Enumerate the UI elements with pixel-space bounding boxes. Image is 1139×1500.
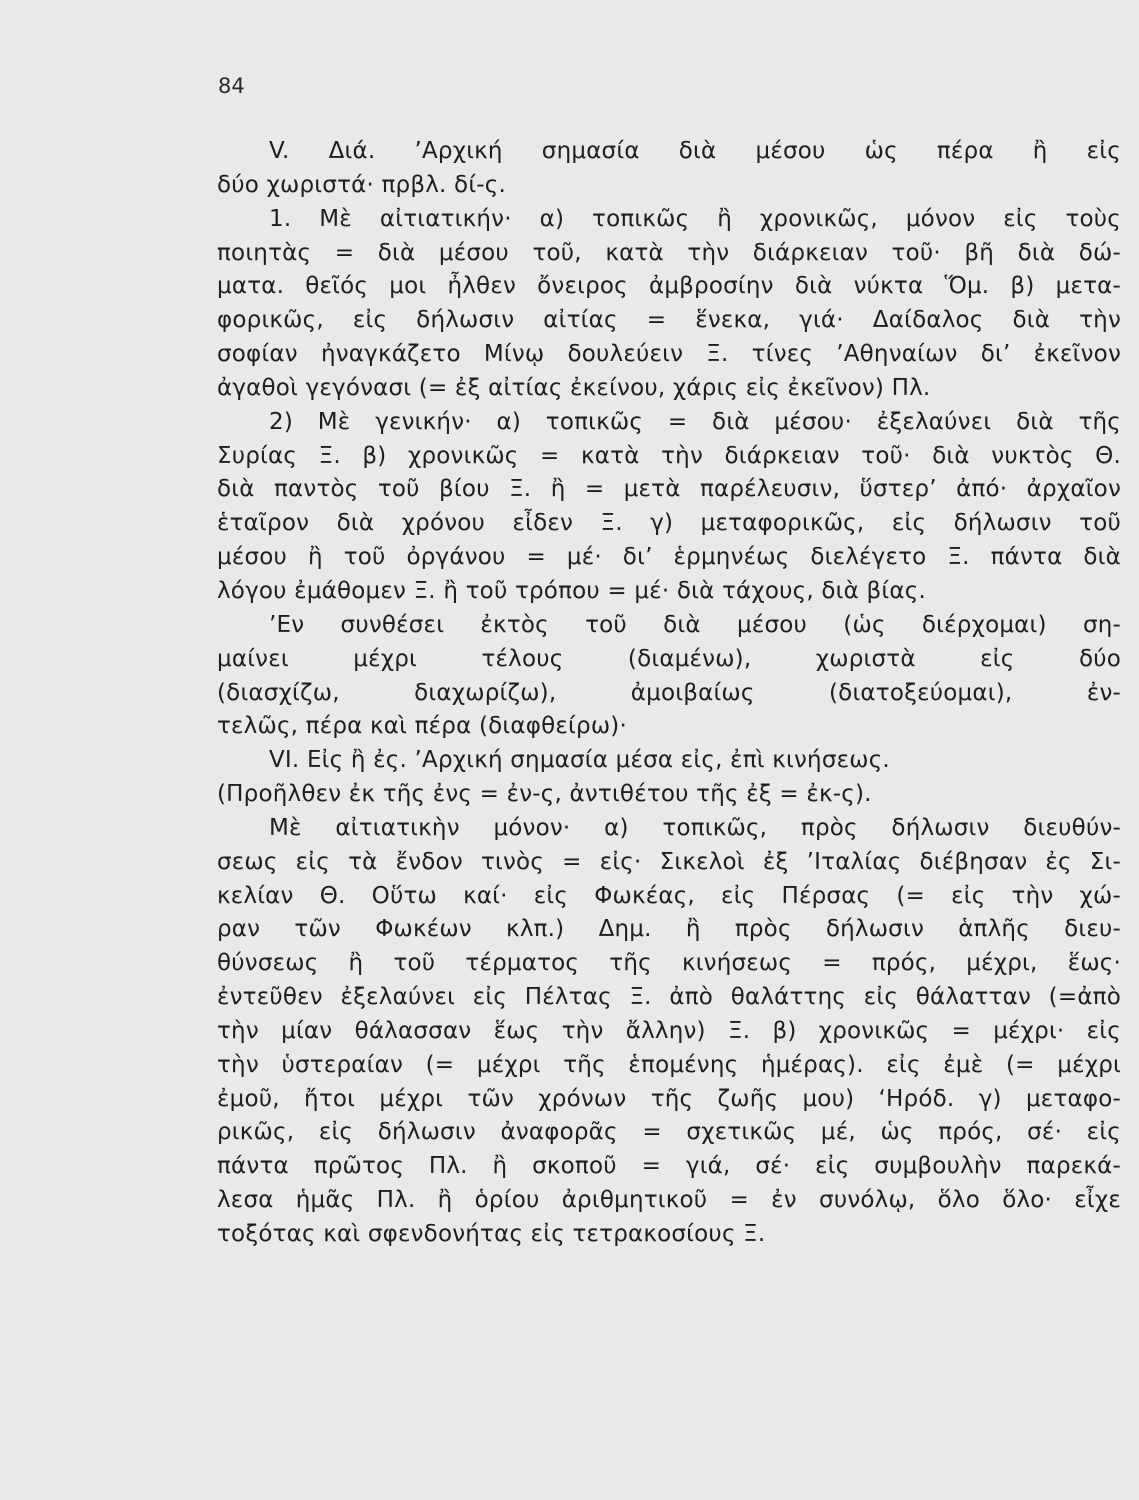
text-line: ἐμοῦ, ἤτοι μέχρι τῶν χρόνων τῆς ζωῆς μου) ‘Ηρόδ. γ) μεταφο- — [217, 1085, 1121, 1112]
text-line: σεως εἰς τὰ ἔνδον τινὸς = εἰς· Σικελοὶ ἐξ ’Ιταλίας διέβησαν ἐς Σι- — [217, 848, 1121, 875]
text-line: VI. Εἰς ἢ ἐς. ’Αρχική σημασία μέσα εἰς, ἐπὶ κινήσεως. — [269, 747, 890, 774]
text-line: δύο χωριστά· πρβλ. δί-ς. — [217, 171, 507, 198]
text-line: λόγου ἐμάθομεν Ξ. ἢ τοῦ τρόπου = μέ· διὰ τάχους, διὰ βίας. — [217, 577, 926, 604]
text-line: μαίνει μέχρι τέλους (διαμένω), χωριστὰ εἰς δύο — [217, 645, 1121, 672]
text-line: 2) Μὲ γενικήν· α) τοπικῶς = διὰ μέσου· ἐξελαύνει διὰ τῆς — [269, 408, 1121, 435]
text-line: V. Διά. ’Αρχική σημασία διὰ μέσου ὡς πέρα ἢ εἰς — [269, 138, 1121, 164]
text-line: θύνσεως ἢ τοῦ τέρματος τῆς κινήσεως = πρός, μέχρι, ἕως· — [217, 950, 1121, 977]
text-line: ἐντεῦθεν ἐξελαύνει εἰς Πέλτας Ξ. ἀπὸ θαλάττης εἰς θάλατταν (=ἀπὸ — [217, 984, 1121, 1011]
text-line: ἑταῖρον διὰ χρόνου εἶδεν Ξ. γ) μεταφορικῶς, εἰς δήλωσιν τοῦ — [217, 510, 1121, 537]
text-line: (διασχίζω, διαχωρίζω), ἀμοιβαίως (διατοξεύομαι), ἐν- — [217, 679, 1121, 706]
page-number: 84 — [218, 74, 245, 98]
text-line: 1. Μὲ αἰτιατικήν· α) τοπικῶς ἢ χρονικῶς, μόνον εἰς τοὺς — [269, 205, 1121, 232]
text-line: τελῶς, πέρα καὶ πέρα (διαφθείρω)· — [217, 713, 627, 740]
text-line: (Προῆλθεν ἐκ τῆς ἐνς = ἐν-ς, ἀντιθέτου τῆς ἐξ = ἐκ-ς). — [217, 781, 872, 808]
text-line: διὰ παντὸς τοῦ βίου Ξ. ἢ = μετὰ παρέλευσιν, ὕστερ’ ἀπό· ἀρχαῖον — [217, 476, 1121, 503]
text-line: ἀγαθοὶ γεγόνασι (= ἐξ αἰτίας ἐκείνου, χάρις εἰς ἐκεῖνον) Πλ. — [217, 374, 931, 401]
text-line: πάντα πρῶτος Πλ. ἢ σκοποῦ = γιά, σέ· εἰς συμβουλὴν παρεκά- — [217, 1153, 1121, 1180]
text-line: ’Εν συνθέσει ἐκτὸς τοῦ διὰ μέσου (ὡς διέρχομαι) ση- — [269, 611, 1121, 638]
text-line: σοφίαν ἠναγκάζετο Μίνῳ δουλεύειν Ξ. τίνες ’Αθηναίων δι’ ἐκεῖνον — [217, 341, 1121, 368]
text-line: ρικῶς, εἰς δήλωσιν ἀναφορᾶς = σχετικῶς μέ, ὡς πρός, σέ· εἰς — [217, 1119, 1121, 1146]
text-line: μέσου ἢ τοῦ ὀργάνου = μέ· δι’ ἑρμηνέως διελέγετο Ξ. πάντα διὰ — [217, 544, 1121, 571]
text-line: Μὲ αἰτιατικὴν μόνον· α) τοπικῶς, πρὸς δήλωσιν διευθύν- — [269, 814, 1121, 841]
text-line: τὴν μίαν θάλασσαν ἕως τὴν ἄλλην) Ξ. β) χρονικῶς = μέχρι· εἰς — [217, 1017, 1121, 1044]
text-line: Συρίας Ξ. β) χρονικῶς = κατὰ τὴν διάρκειαν τοῦ· διὰ νυκτὸς Θ. — [217, 442, 1121, 469]
text-line: τὴν ὑστεραίαν (= μέχρι τῆς ἑπομένης ἡμέρας). εἰς ἐμὲ (= μέχρι — [217, 1051, 1121, 1078]
text-line: τοξότας καὶ σφενδονήτας εἰς τετρακοσίους Ξ. — [217, 1221, 766, 1247]
text-line: ποιητὰς = διὰ μέσου τοῦ, κατὰ τὴν διάρκειαν τοῦ· βῆ διὰ δώ- — [217, 239, 1121, 266]
text-line: ραν τῶν Φωκέων κλπ.) Δημ. ἢ πρὸς δήλωσιν ἁπλῆς διευ- — [217, 916, 1121, 943]
dictionary-entry-text — [217, 135, 1121, 1252]
text-line: φορικῶς, εἰς δήλωσιν αἰτίας = ἕνεκα, γιά· Δαίδαλος διὰ τὴν — [217, 307, 1121, 334]
text-line: ματα. θεῖός μοι ἦλθεν ὄνειρος ἀμβροσίην διὰ νύκτα Ὅμ. β) μετα- — [217, 273, 1121, 300]
text-line: κελίαν Θ. Οὕτω καί· εἰς Φωκέας, εἰς Πέρσας (= εἰς τὴν χώ- — [217, 882, 1121, 909]
text-line: λεσα ἡμᾶς Πλ. ἢ ὁρίου ἀριθμητικοῦ = ἐν συνόλῳ, ὅλο ὅλο· εἶχε — [217, 1187, 1121, 1214]
